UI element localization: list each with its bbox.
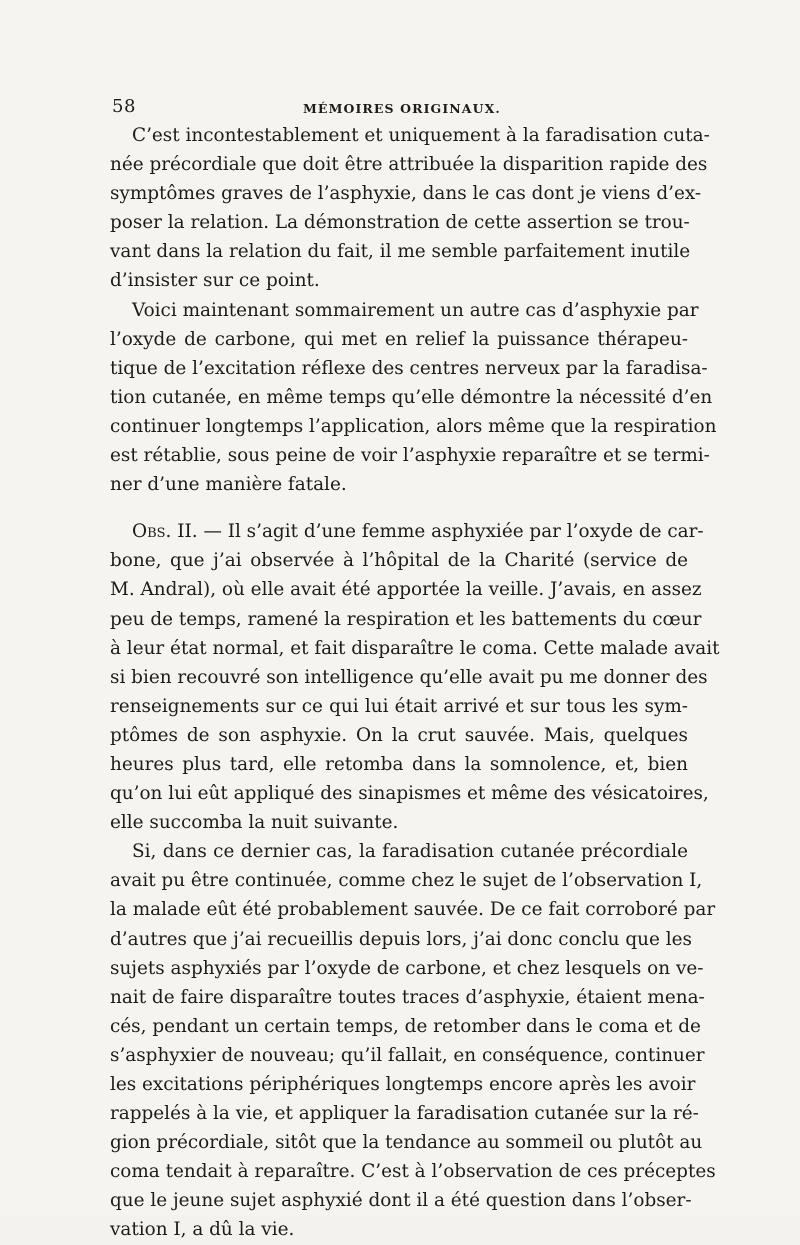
text-line: vant dans la relation du fait, il me semble parfaitement inutile	[110, 241, 691, 263]
text-line: rappelés à la vie, et appliquer la faradisation cutanée sur la ré-	[110, 1103, 699, 1125]
page-number: 58	[112, 96, 136, 117]
text-line: M. Andral), où elle avait été apportée la veille. J’avais, en assez	[110, 579, 702, 601]
text-line: sujets asphyxiés par l’oxyde de carbone, et chez lesquels on ve-	[110, 957, 704, 979]
text-line: renseignements sur ce qui lui était arrivé et sur tous les sym-	[110, 695, 688, 717]
text-line: poser la relation. La démonstration de cette assertion se trou-	[110, 212, 690, 234]
text-line: cés, pendant un certain temps, de retomber dans le coma et de	[110, 1015, 701, 1037]
text-line: est rétablie, sous peine de voir l’asphyxie reparaître et se termi-	[110, 445, 710, 467]
text-line: qu’on lui eût appliqué des sinapismes et même des vésicatoires,	[110, 783, 709, 805]
text-line: les excitations périphériques longtemps encore après les avoir	[110, 1074, 696, 1095]
text-line: la malade eût été probablement sauvée. De ce fait corroboré par	[110, 899, 716, 921]
text-line: symptômes graves de l’asphyxie, dans le cas dont je viens d’ex-	[110, 183, 702, 205]
text-line: avait pu être continuée, comme chez le sujet de l’observation I,	[110, 870, 703, 892]
text-line: C’est incontestablement et uniquement à la faradisation cuta-	[132, 125, 710, 146]
text-line: que le jeune sujet asphyxié dont il a été question dans l’obser-	[110, 1190, 692, 1212]
text-line: à leur état normal, et fait disparaître le coma. Cette malade avait	[110, 637, 720, 659]
text-line: Voici maintenant sommairement un autre cas d’asphyxie par	[132, 299, 699, 321]
text-line: gion précordiale, sitôt que la tendance au sommeil ou plutôt au	[110, 1132, 703, 1154]
text-line: tique de l’excitation réflexe des centres nerveux par la faradisa-	[110, 357, 708, 379]
paragraph-1	[110, 121, 710, 296]
observation-label: Obs. II.	[132, 521, 198, 543]
text-line: d’autres que j’ai recueillis depuis lors, j’ai donc conclu que les	[110, 928, 692, 950]
text-line: tion cutanée, en même temps qu’elle démontre la nécessité d’en	[110, 386, 713, 408]
observation-text: — Il s’agit d’une femme asphyxiée par l’oxyde de car-	[197, 521, 704, 543]
text-line: l’oxyde de carbone, qui met en relief la puissance thérapeu-	[110, 328, 688, 350]
text-line: peu de temps, ramené la respiration et les battements du cœur	[110, 608, 702, 630]
text-line: s’asphyxier de nouveau; qu’il fallait, en conséquence, continuer	[110, 1044, 705, 1066]
observation-2	[110, 517, 720, 837]
text-line	[110, 517, 704, 546]
text-line: continuer longtemps l’application, alors même que la respiration	[110, 415, 717, 437]
text-line: née précordiale que doit être attribuée la disparition rapide des	[110, 154, 708, 176]
page-body	[110, 121, 720, 1245]
text-line: bone, que j’ai observée à l’hôpital de la Charité (service de	[110, 550, 688, 572]
text-line: elle succomba la nuit suivante.	[110, 812, 399, 834]
text-line: d’insister sur ce point.	[110, 270, 320, 292]
text-line: vation I, a dû la vie.	[110, 1219, 295, 1241]
text-line: nait de faire disparaître toutes traces d’asphyxie, étaient mena-	[110, 986, 705, 1008]
text-line: coma tendait à reparaître. C’est à l’observation de ces préceptes	[110, 1161, 716, 1183]
text-line: ptômes de son asphyxie. On la crut sauvée. Mais, quelques	[110, 724, 688, 746]
section-gap	[110, 499, 688, 517]
paragraph-4	[110, 837, 716, 1244]
text-line: si bien recouvré son intelligence qu’elle avait pu me donner des	[110, 666, 708, 688]
text-line: ner d’une manière fatale.	[110, 474, 347, 496]
text-line: Si, dans ce dernier cas, la faradisation cutanée précordiale	[132, 841, 688, 863]
running-title: MÉMOIRES ORIGINAUX.	[303, 101, 501, 116]
text-line: heures plus tard, elle retomba dans la somnolence, et, bien	[110, 753, 688, 775]
paragraph-2	[110, 296, 717, 500]
